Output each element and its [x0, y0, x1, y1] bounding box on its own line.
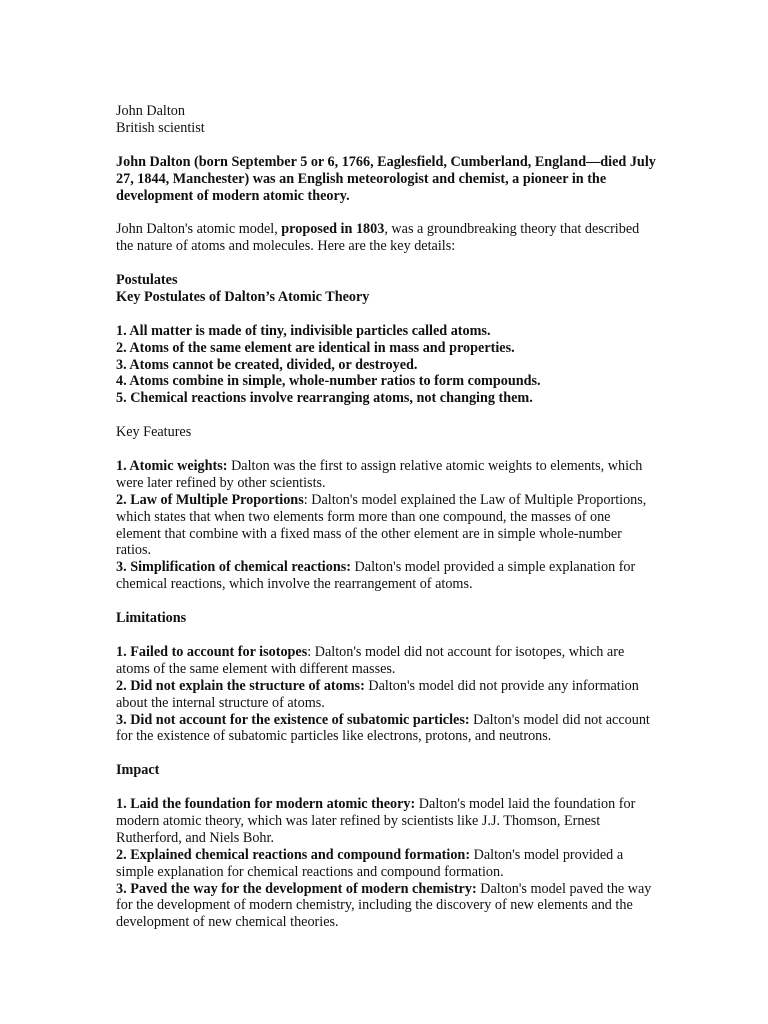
spacer: [116, 745, 656, 762]
spacer: [116, 441, 656, 458]
impact-item: [116, 881, 656, 932]
limitation-label: 2. Did not explain the structure of atoms:: [116, 677, 365, 694]
impact-heading-text: Impact: [116, 762, 160, 779]
impact-text: Dalton's model provided a simple explanation for chemical reactions and compound formation.: [116, 846, 624, 880]
postulate-item-text: 2. Atoms of the same element are identical in mass and properties.: [116, 339, 515, 356]
impact-label: 1. Laid the foundation for modern atomic theory:: [116, 796, 416, 812]
feature-item: [116, 458, 656, 492]
feature-label: 2. Law of Multiple Proportions: [116, 491, 304, 508]
subject-name: John Dalton: [116, 103, 185, 119]
limitations-heading-text: Limitations: [116, 610, 187, 627]
spacer: [116, 407, 656, 424]
postulate-item-text: 3. Atoms cannot be created, divided, or destroyed.: [116, 356, 418, 373]
feature-text: Dalton was the first to assign relative atomic weights to elements, which were later refined by other scientists.: [116, 457, 643, 491]
feature-item: [116, 492, 656, 560]
intro-text: John Dalton (born September 5 or 6, 1766, Eaglesfield, Cumberland, England—died July 27, 1844, Manchester) was an English meteorologist and chemist, a pioneer in the development of modern atomic theory.: [116, 153, 656, 204]
feature-text: : Dalton's model explained the Law of Multiple Proportions, which states that when two elements form more than one compound, the masses of one element that combine with a fixed mass of the other element are in simple whole-number ratios.: [116, 491, 647, 559]
limitation-label: 3. Did not account for the existence of subatomic particles:: [116, 711, 470, 728]
impact-item: [116, 847, 656, 881]
postulate-item: [116, 390, 656, 407]
limitations-heading: [116, 610, 656, 627]
intro-paragraph: [116, 154, 656, 205]
postulate-item: [116, 373, 656, 390]
features-heading: Key Features: [116, 424, 192, 441]
spacer: [116, 627, 656, 644]
model-text-bold: proposed in 1803: [281, 221, 385, 238]
limitation-item: [116, 678, 656, 712]
model-paragraph: [116, 221, 656, 255]
postulates-heading: [116, 272, 656, 289]
postulate-item-text: 1. All matter is made of tiny, indivisible particles called atoms.: [116, 322, 491, 339]
spacer: [116, 204, 656, 221]
feature-label: 3. Simplification of chemical reactions:: [116, 559, 351, 576]
spacer: [116, 137, 656, 154]
subject-role: British scientist: [116, 119, 205, 136]
impact-label: 2. Explained chemical reactions and compound formation:: [116, 846, 471, 863]
feature-item: [116, 559, 656, 593]
spacer: [116, 255, 656, 272]
postulates-subheading-text: Key Postulates of Dalton’s Atomic Theory: [116, 288, 370, 305]
spacer: [116, 779, 656, 796]
impact-label: 3. Paved the way for the development of modern chemistry:: [116, 880, 477, 897]
postulates-subheading: [116, 289, 656, 306]
postulate-item: [116, 357, 656, 374]
impact-text: Dalton's model paved the way for the development of modern chemistry, including the discovery of new elements and the development of new chemical theories.: [116, 880, 652, 931]
spacer: [116, 593, 656, 610]
postulate-item-text: 5. Chemical reactions involve rearranging atoms, not changing them.: [116, 390, 533, 407]
impact-heading: [116, 762, 656, 779]
document-page: [116, 103, 656, 931]
feature-text: Dalton's model provided a simple explanation for chemical reactions, which involve the rearrangement of atoms.: [116, 559, 636, 593]
postulate-item-text: 4. Atoms combine in simple, whole-number ratios to form compounds.: [116, 373, 541, 390]
postulates-heading-text: Postulates: [116, 272, 178, 289]
limitation-item: [116, 644, 656, 678]
impact-item: [116, 796, 656, 847]
limitation-item: [116, 712, 656, 746]
postulate-item: [116, 340, 656, 357]
model-text-before: John Dalton's atomic model,: [116, 221, 282, 238]
spacer: [116, 306, 656, 323]
model-text-after: , was a groundbreaking theory that described the nature of atoms and molecules. Here are the key details:: [116, 221, 640, 255]
limitation-text: Dalton's model did not account for the existence of subatomic particles like electrons, protons, and neutrons.: [116, 711, 650, 745]
limitation-label: 1. Failed to account for isotopes: [116, 643, 308, 660]
impact-text: Dalton's model laid the foundation for modern atomic theory, which was later refined by scientists like J.J. Thomson, Ernest Rutherford, and Niels Bohr.: [116, 796, 636, 846]
limitation-text: Dalton's model did not provide any information about the internal structure of atoms.: [116, 677, 639, 711]
feature-label: 1. Atomic weights:: [116, 457, 228, 474]
limitation-text: : Dalton's model did not account for isotopes, which are atoms of the same element with different masses.: [116, 643, 625, 677]
postulate-item: [116, 323, 656, 340]
